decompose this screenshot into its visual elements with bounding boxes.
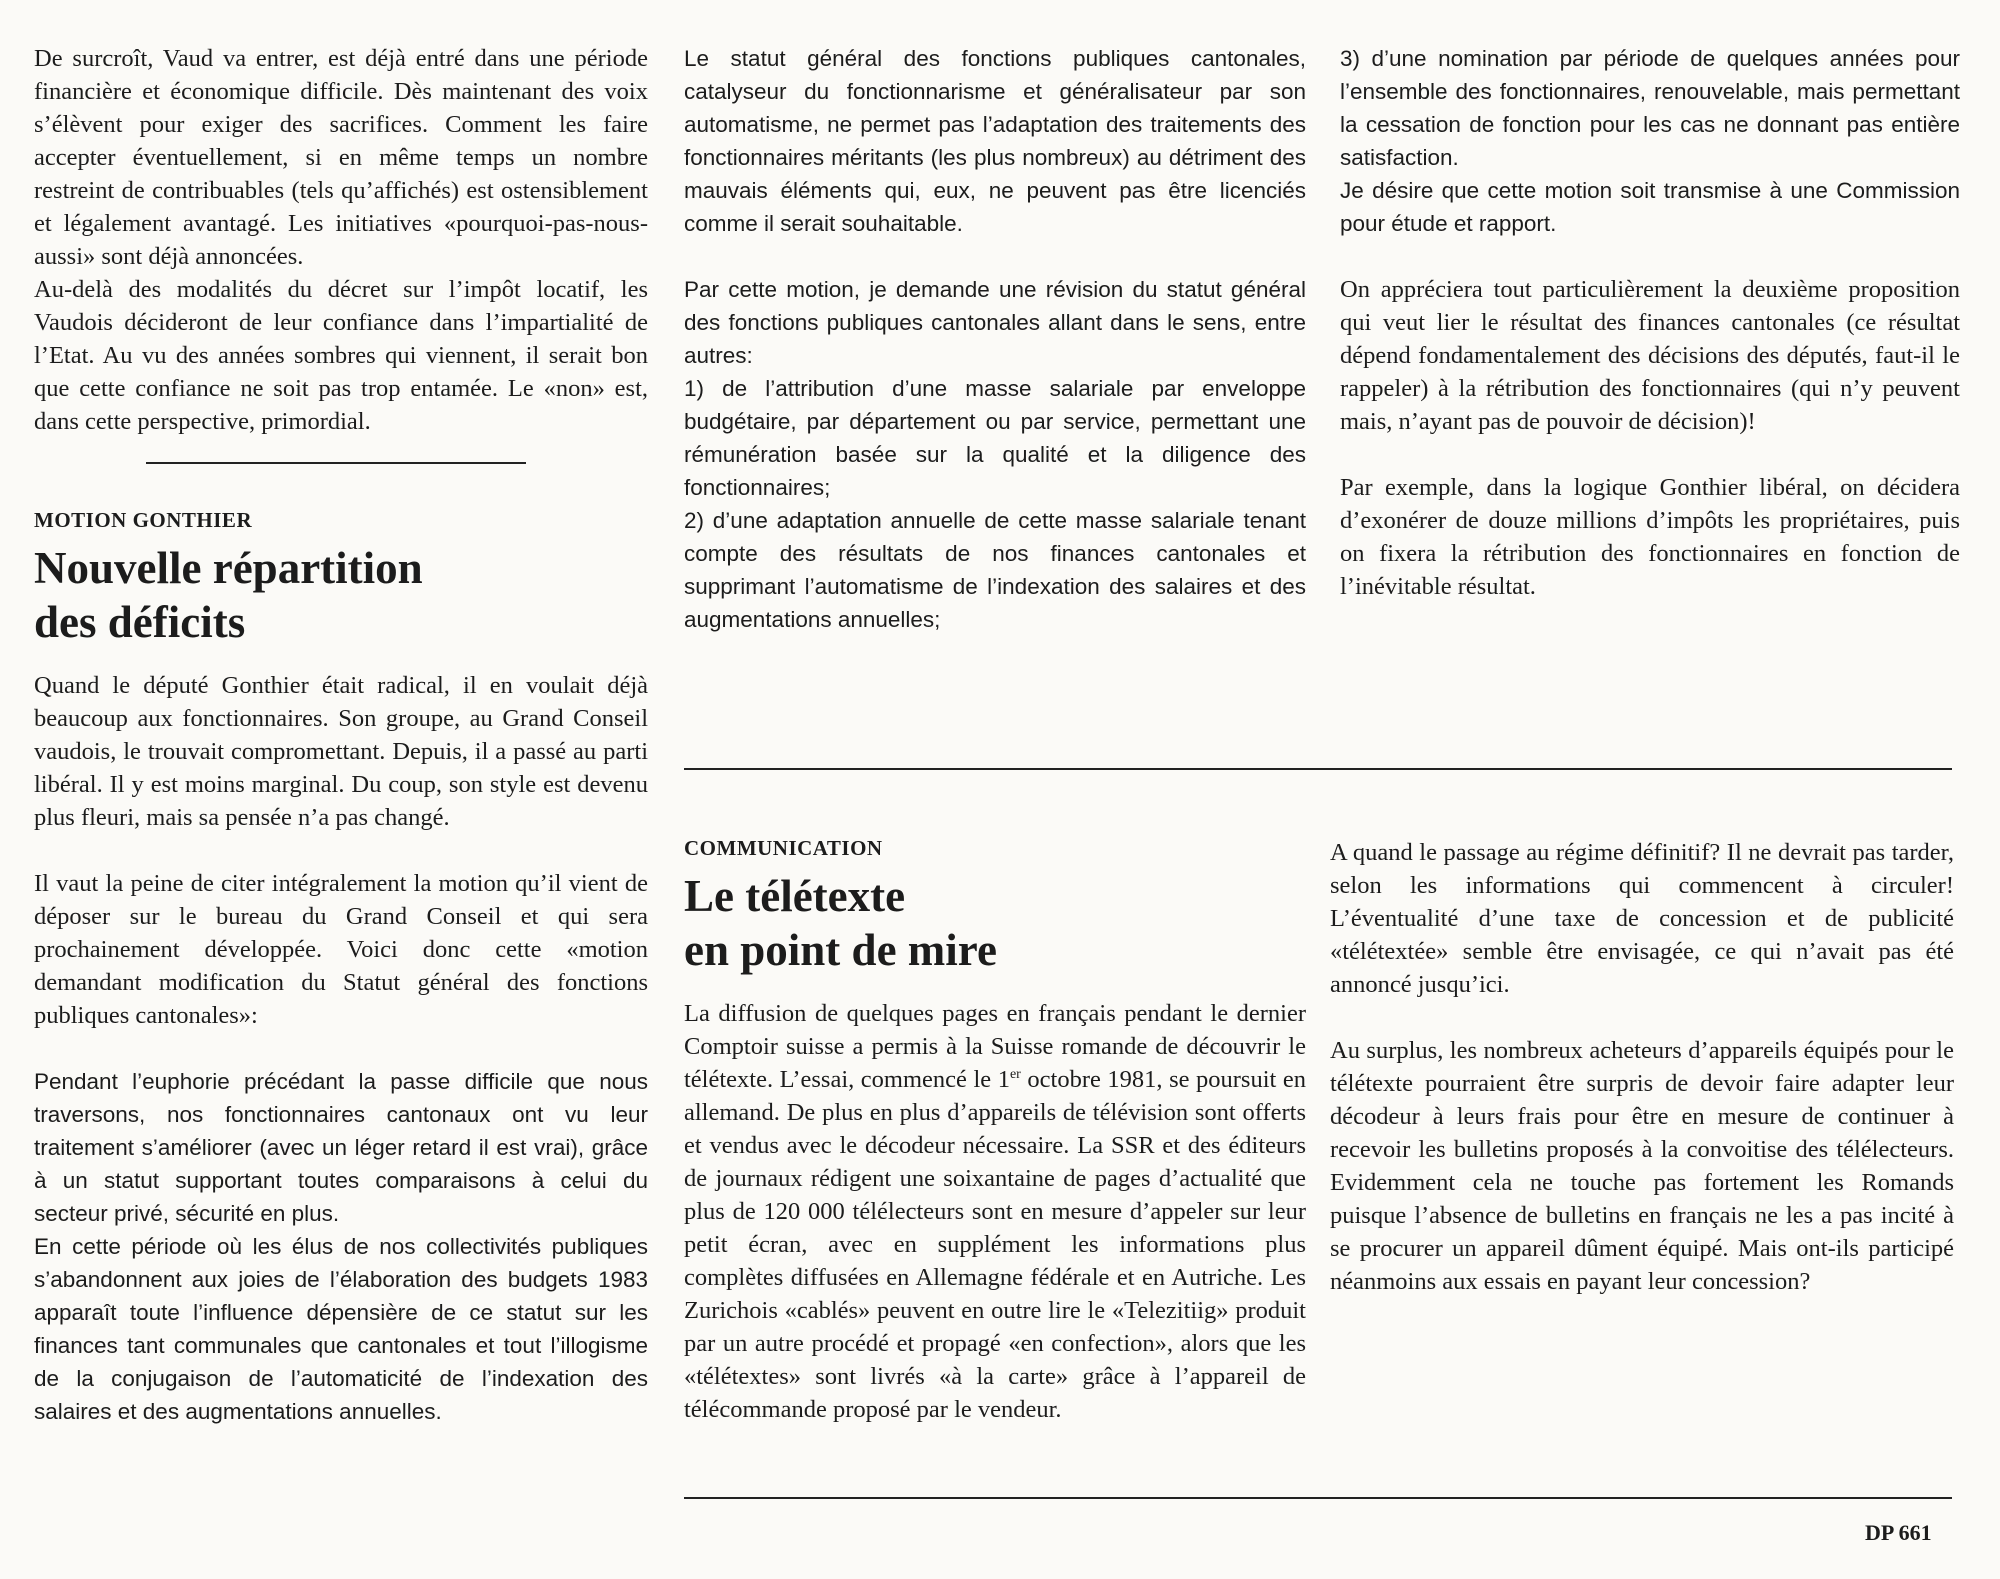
motion-quote-paragraph-2-start: [34, 1230, 648, 1424]
motion-quote-item-1: 1) de l’attribution d’une masse salariale par enveloppe budgétaire, par département ou par service, permettant une rémunération basée sur la qualité et la diligence des fonctionnaires;: [684, 376, 1306, 500]
motion-kicker: MOTION GONTHIER: [34, 508, 253, 532]
motion-paragraph-2: Il vaut la peine de citer intégralement la motion qu’il vient de déposer sur le bureau du Grand Conseil et qui sera prochainement développée. Voici donc cette «motion demandant modification du Statut général des fonctions publiques cantonales»:: [34, 870, 648, 1029]
column-1: [34, 42, 648, 1424]
section-rule-bottom: [684, 1497, 1952, 1499]
ordinal-superscript: er: [1009, 1066, 1021, 1082]
motion-paragraph-1: Quand le député Gonthier était radical, il en voulait déjà beaucoup aux fonctionnaires. Son groupe, au Grand Conseil vaudois, le trouvait compromettant. Depuis, il a passé au parti libéral. Il y est moins marginal. Du coup, son style est devenu plus fleuri, mais sa pensée n’a pas changé.: [34, 672, 648, 831]
motion-quote-item-2: 2) d’une adaptation annuelle de cette masse salariale tenant compte des résultats de nos finances cantonales et supprimant l’automatisme de l’indexation des salaires et des augmentations annuelles;: [684, 508, 1306, 632]
communication-paragraph-3: Au surplus, les nombreux acheteurs d’appareils équipés pour le télétexte pourraient être surpris de devoir faire adapter leur décodeur à leurs frais pour être en mesure de continuer à recevoir les bulletins proposés à la convoitise des télélecteurs. Evidemment cela ne touche pas fortement les Romands puisque l’absence de bulletins en français ne les a pas incité à se procurer un appareil dûment équipé. Mais ont-ils participé néanmoins aux essais en payant leur concession?: [1330, 1037, 1954, 1295]
communication-paragraph-1-end: octobre 1981, se poursuit en allemand. De plus en plus d’appareils de télévision sont offerts et vendus avec le décodeur nécessaire. La SSR et des éditeurs de journaux rédigent une soixantaine de pages d’actualité que plus de 120 000 télélecteurs sont en mesure d’appeler sur leur petit écran, avec en supplément les informations plus complètes diffusées en Allemagne fédérale et en Autriche. Les Zurichois «cablés» peuvent en outre lire le «Telezitiig» produit par un autre procédé et propagé «en confection», alors que les «télétextes» sont livrés «à la carte» grâce à l’appareil de télécommande proposé par le vendeur.: [684, 1066, 1306, 1423]
communication-kicker: COMMUNICATION: [684, 836, 883, 860]
motion-quote-paragraph-5: Je désire que cette motion soit transmise à une Commission pour étude et rapport.: [1340, 178, 1960, 236]
motion-quote-paragraph-2: En cette période où les élus de nos collectivités publiques s’abandonnent aux joies de l’élaboration des budgets 1983 apparaît toute l’influence dépensière de ce statut sur les finances tant communales que cantonales et tout l’illogisme de la conjugaison de l’automaticité de l’indexation des salaires et des augmentations annuelles.: [34, 1234, 648, 1424]
intro-paragraph-1: De surcroît, Vaud va entrer, est déjà entré dans une période financière et économique difficile. Dès maintenant des voix s’élèvent pour exiger des sacrifices. Comment les faire accepter éventuellement, si en même temps un nombre restreint de contribuables (tels qu’affichés) est ostensiblement et légalement avantagé. Les initiatives «pourquoi-pas-nous-aussi» sont déjà annoncées.: [34, 45, 648, 270]
motion-quote-item-3: 3) d’une nomination par période de quelques années pour l’ensemble des fonctionnaires, renouvelable, mais permettant la cessation de fonction pour les cas ne donnant pas entière satisfaction.: [1340, 46, 1960, 170]
motion-paragraph-4: Par exemple, dans la logique Gonthier libéral, on décidera d’exonérer de douze millions d’impôts les propriétaires, puis on fixera la rétribution des fonctionnaires en fonction de l’inévitable résultat.: [1340, 474, 1960, 600]
motion-quote-paragraph-4: Par cette motion, je demande une révision du statut général des fonctions publiques cantonales allant dans le sens, entre autres:: [684, 277, 1306, 368]
communication-headline-line-2: en point de mire: [684, 925, 997, 975]
communication-paragraph-1-start: La diffusion de quelques pages en français pendant le dernier Comptoir suisse a permis à la Suisse romande de découvrir le télétexte. L’essai, commencé le 1: [684, 1000, 1306, 1093]
communication-left-column: [684, 836, 1306, 1459]
section-rule-middle: [684, 768, 1952, 770]
page-number: DP 661: [1865, 1520, 1932, 1545]
motion-headline-line-2: des déficits: [34, 597, 246, 647]
communication-paragraph-1-part-a: [684, 997, 1306, 1459]
motion-headline: [34, 541, 648, 649]
motion-paragraph-3: On appréciera tout particulièrement la deuxième proposition qui veut lier le résultat des finances cantonales (ce résultat dépend fondamentalement des décisions des députés, faut-il le rappeler) à la rétribution des fonctionnaires (qui n’y peuvent mais, n’ayant pas de pouvoir de décision)!: [1340, 276, 1960, 435]
motion-headline-line-1: Nouvelle répartition: [34, 543, 423, 593]
communication-headline-line-1: Le télétexte: [684, 871, 906, 921]
communication-right-column: [1330, 836, 1954, 1298]
motion-quote-paragraph-1: Pendant l’euphorie précédant la passe difficile que nous traversons, nos fonctionnaires cantonaux ont vu leur traitement s’améliorer (avec un léger retard il est vrai), grâce à un statut supportant toutes comparaisons à celui du secteur privé, sécurité en plus.: [34, 1069, 648, 1226]
communication-headline: [684, 869, 1306, 977]
column-3-top: [1340, 42, 1960, 603]
motion-quote-paragraph-3: Le statut général des fonctions publiques cantonales, catalyseur du fonctionnarisme et généralisateur par son automatisme, ne permet pas l’adaptation des traitements des fonctionnaires méritants (les plus nombreux) au détriment des mauvais éléments qui, eux, ne peuvent pas être licenciés comme il serait souhaitable.: [684, 46, 1306, 236]
column-2: [684, 42, 1306, 636]
intro-paragraph-2: Au-delà des modalités du décret sur l’impôt locatif, les Vaudois décideront de leur confiance dans l’impartialité de l’Etat. Au vu des années sombres qui viennent, il serait bon que cette confiance ne soit pas trop entamée. Le «non» est, dans cette perspective, primordial.: [34, 276, 648, 435]
communication-paragraph-2: A quand le passage au régime définitif? Il ne devrait pas tarder, selon les informations qui commencent à circuler! L’éventualité d’une taxe de concession et de publicité «télétextée» semble être envisagée, ce qui n’avait pas été annoncé jusqu’ici.: [1330, 839, 1954, 998]
